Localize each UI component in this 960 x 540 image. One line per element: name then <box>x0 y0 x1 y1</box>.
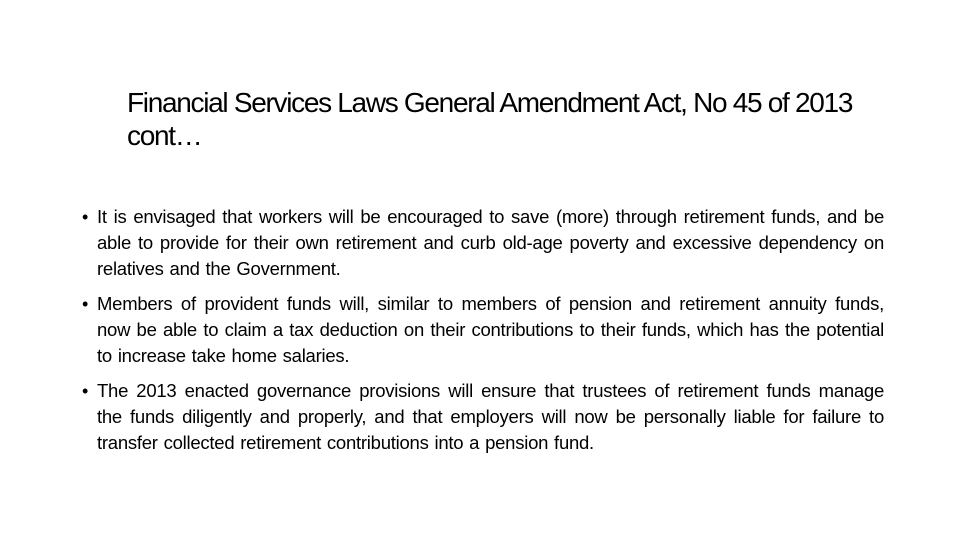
bullet-icon: • <box>82 294 89 314</box>
bullet-icon: • <box>82 381 89 401</box>
bullet-item <box>81 291 884 369</box>
bullet-icon: • <box>82 207 89 227</box>
bullet-text: Members of provident funds will, similar to members of pension and retirement annuity funds, now be able to claim a tax deduction on their contributions to their funds, which has the potential to increase take home salaries. <box>97 293 884 366</box>
bullet-item <box>81 378 884 456</box>
bullet-list <box>81 204 884 465</box>
bullet-text: It is envisaged that workers will be encouraged to save (more) through retirement funds, and be able to provide for their own retirement and curb old-age poverty and excessive dependency on relatives and the Government. <box>97 206 884 279</box>
bullet-item <box>81 204 884 282</box>
bullet-text: The 2013 enacted governance provisions will ensure that trustees of retirement funds manage the funds diligently and properly, and that employers will now be personally liable for failure to transfer collected retirement contributions into a pension fund. <box>97 380 884 453</box>
slide-title: Financial Services Laws General Amendment Act, No 45 of 2013 cont… <box>127 87 853 151</box>
